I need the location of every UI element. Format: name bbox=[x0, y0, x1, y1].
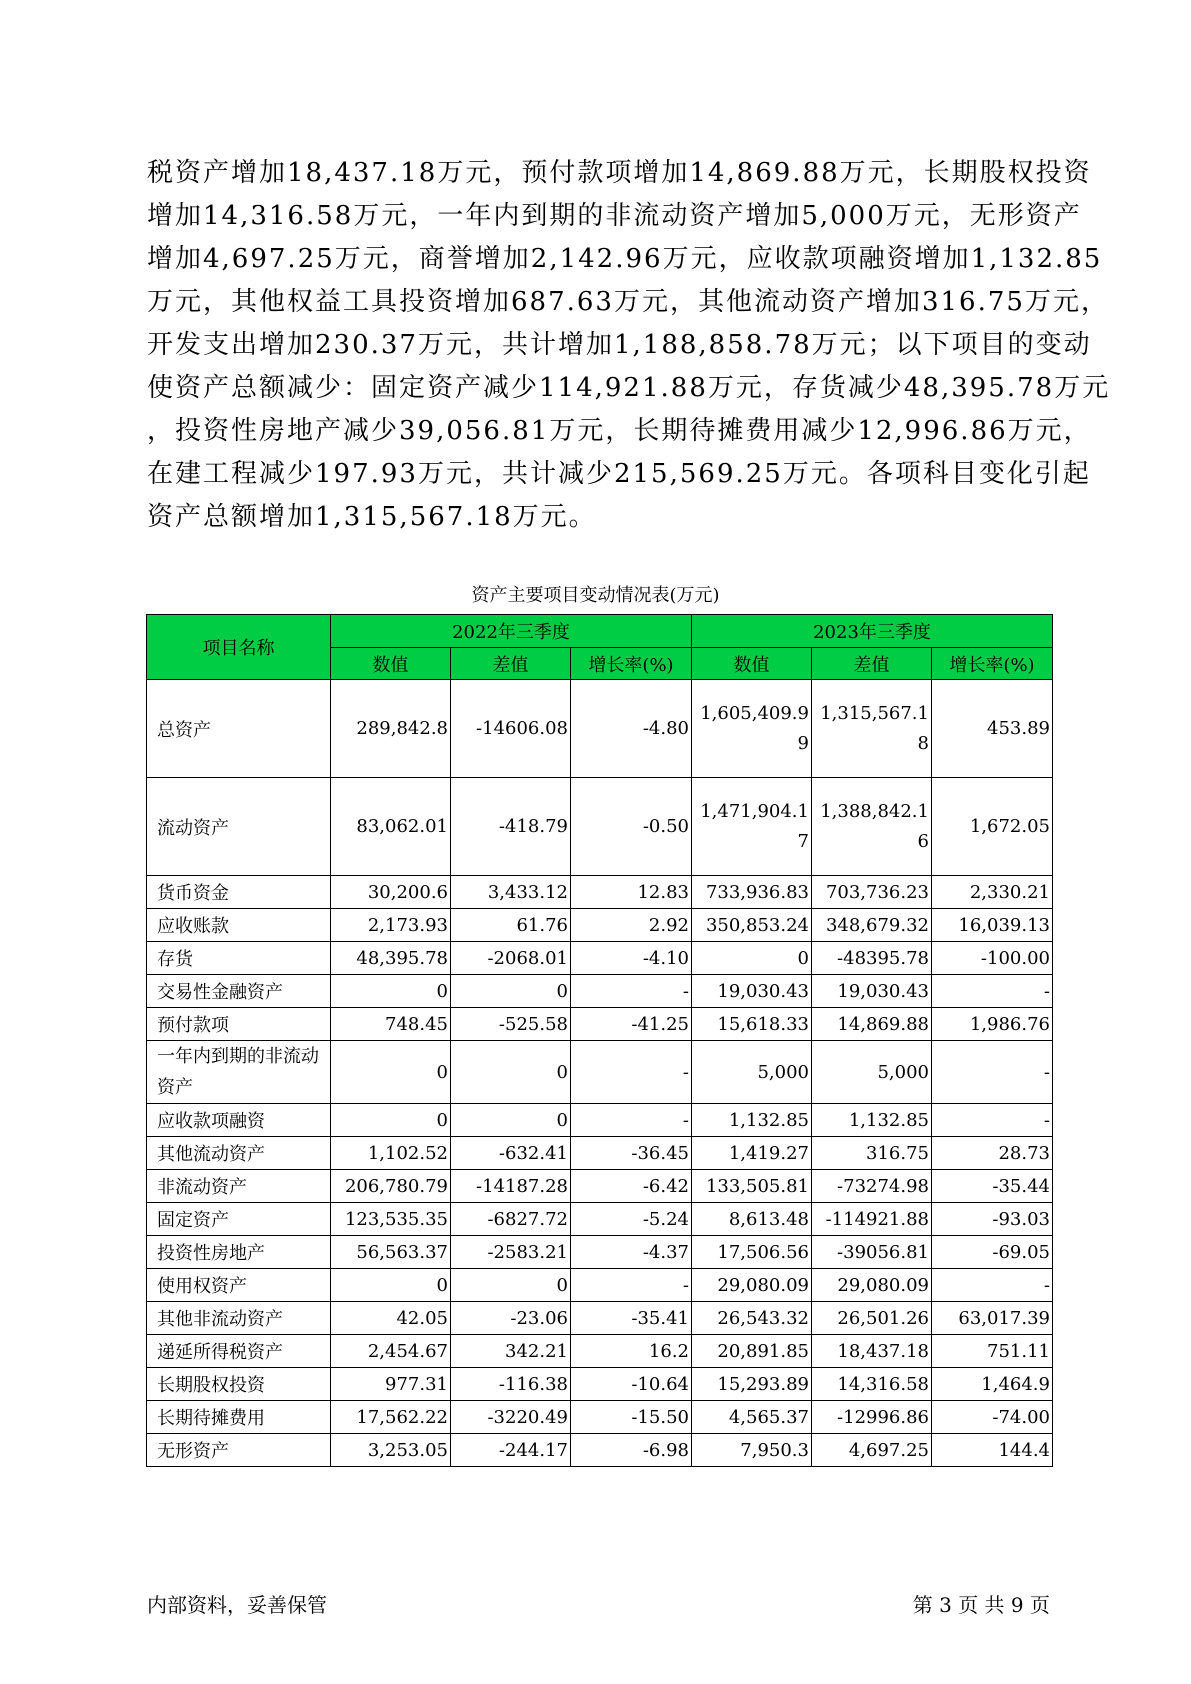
cell-value-2023: 4,565.37 bbox=[692, 1401, 812, 1434]
paragraph-line: 使资产总额减少：固定资产减少114,921.88万元，存货减少48,395.78万元 bbox=[147, 373, 1111, 403]
cell-item-name: 一年内到期的非流动资产 bbox=[147, 1041, 331, 1104]
cell-rate-2022: - bbox=[571, 1041, 692, 1104]
cell-value-2023: 15,618.33 bbox=[692, 1008, 812, 1041]
cell-diff-2022: -116.38 bbox=[451, 1368, 571, 1401]
paragraph-line: ，投资性房地产减少39,056.81万元，长期待摊费用减少12,996.86万元， bbox=[147, 416, 1092, 446]
cell-item-name: 使用权资产 bbox=[147, 1269, 331, 1302]
cell-value-2022: 17,562.22 bbox=[331, 1401, 451, 1434]
cell-diff-2022: -244.17 bbox=[451, 1434, 571, 1467]
cell-value-2023: 1,605,409.99 bbox=[692, 680, 812, 778]
cell-rate-2023: 28.73 bbox=[932, 1137, 1053, 1170]
table-row bbox=[147, 975, 1053, 1008]
cell-diff-2023: 703,736.23 bbox=[812, 876, 932, 909]
cell-value-2023: 1,471,904.17 bbox=[692, 778, 812, 876]
table-row bbox=[147, 1104, 1053, 1137]
cell-rate-2022: 2.92 bbox=[571, 909, 692, 942]
cell-diff-2022: -632.41 bbox=[451, 1137, 571, 1170]
cell-rate-2023: 751.11 bbox=[932, 1335, 1053, 1368]
cell-diff-2023: -39056.81 bbox=[812, 1236, 932, 1269]
header-rate-2022: 增长率(%) bbox=[571, 648, 692, 680]
cell-diff-2023: 18,437.18 bbox=[812, 1335, 932, 1368]
table-row bbox=[147, 942, 1053, 975]
cell-value-2022: 123,535.35 bbox=[331, 1203, 451, 1236]
cell-rate-2023: 1,464.9 bbox=[932, 1368, 1053, 1401]
cell-rate-2023: 16,039.13 bbox=[932, 909, 1053, 942]
cell-rate-2023: 144.4 bbox=[932, 1434, 1053, 1467]
cell-value-2022: 748.45 bbox=[331, 1008, 451, 1041]
cell-item-name: 预付款项 bbox=[147, 1008, 331, 1041]
body-paragraph bbox=[147, 152, 1111, 539]
cell-rate-2023: 453.89 bbox=[932, 680, 1053, 778]
cell-diff-2022: 0 bbox=[451, 1269, 571, 1302]
cell-value-2023: 133,505.81 bbox=[692, 1170, 812, 1203]
cell-item-name: 总资产 bbox=[147, 680, 331, 778]
cell-diff-2022: -14187.28 bbox=[451, 1170, 571, 1203]
cell-item-name: 应收款项融资 bbox=[147, 1104, 331, 1137]
cell-rate-2023: 1,986.76 bbox=[932, 1008, 1053, 1041]
cell-rate-2022: -35.41 bbox=[571, 1302, 692, 1335]
cell-item-name: 递延所得税资产 bbox=[147, 1335, 331, 1368]
header-period-2023: 2023年三季度 bbox=[692, 615, 1053, 648]
table-row bbox=[147, 1236, 1053, 1269]
table-row bbox=[147, 680, 1053, 778]
cell-diff-2023: 19,030.43 bbox=[812, 975, 932, 1008]
cell-item-name: 其他非流动资产 bbox=[147, 1302, 331, 1335]
cell-value-2023: 15,293.89 bbox=[692, 1368, 812, 1401]
paragraph-line: 增加14,316.58万元，一年内到期的非流动资产增加5,000万元，无形资产 bbox=[147, 201, 1082, 231]
cell-rate-2023: - bbox=[932, 1269, 1053, 1302]
paragraph-line: 税资产增加18,437.18万元，预付款项增加14,869.88万元，长期股权投资 bbox=[147, 158, 1092, 188]
cell-value-2023: 20,891.85 bbox=[692, 1335, 812, 1368]
cell-rate-2022: -41.25 bbox=[571, 1008, 692, 1041]
footer-note: 内部资料，妥善保管 bbox=[147, 1593, 327, 1617]
cell-rate-2022: -4.80 bbox=[571, 680, 692, 778]
table-row bbox=[147, 1368, 1053, 1401]
header-item-name: 项目名称 bbox=[147, 615, 331, 680]
cell-diff-2022: -14606.08 bbox=[451, 680, 571, 778]
table-row bbox=[147, 1302, 1053, 1335]
cell-diff-2022: 0 bbox=[451, 1041, 571, 1104]
cell-value-2022: 30,200.6 bbox=[331, 876, 451, 909]
table-row bbox=[147, 1335, 1053, 1368]
table-row bbox=[147, 1137, 1053, 1170]
cell-diff-2023: 5,000 bbox=[812, 1041, 932, 1104]
cell-diff-2023: -12996.86 bbox=[812, 1401, 932, 1434]
table-caption: 资产主要项目变动情况表(万元) bbox=[471, 585, 720, 606]
cell-rate-2022: 16.2 bbox=[571, 1335, 692, 1368]
cell-diff-2022: 3,433.12 bbox=[451, 876, 571, 909]
cell-diff-2023: -73274.98 bbox=[812, 1170, 932, 1203]
header-diff-2023: 差值 bbox=[812, 648, 932, 680]
cell-rate-2022: -4.10 bbox=[571, 942, 692, 975]
cell-value-2023: 29,080.09 bbox=[692, 1269, 812, 1302]
table-body bbox=[147, 680, 1053, 1467]
cell-rate-2022: 12.83 bbox=[571, 876, 692, 909]
cell-diff-2022: 61.76 bbox=[451, 909, 571, 942]
cell-value-2022: 0 bbox=[331, 1041, 451, 1104]
cell-value-2022: 206,780.79 bbox=[331, 1170, 451, 1203]
cell-diff-2022: -23.06 bbox=[451, 1302, 571, 1335]
cell-value-2023: 350,853.24 bbox=[692, 909, 812, 942]
table-row bbox=[147, 1008, 1053, 1041]
cell-rate-2023: - bbox=[932, 975, 1053, 1008]
cell-item-name: 长期股权投资 bbox=[147, 1368, 331, 1401]
cell-rate-2022: -0.50 bbox=[571, 778, 692, 876]
cell-value-2023: 733,936.83 bbox=[692, 876, 812, 909]
cell-value-2023: 1,419.27 bbox=[692, 1137, 812, 1170]
cell-value-2022: 0 bbox=[331, 1104, 451, 1137]
cell-diff-2023: 26,501.26 bbox=[812, 1302, 932, 1335]
cell-rate-2022: -4.37 bbox=[571, 1236, 692, 1269]
paragraph-line: 增加4,697.25万元，商誉增加2,142.96万元，应收款项融资增加1,132.85 bbox=[147, 244, 1103, 274]
cell-rate-2023: - bbox=[932, 1104, 1053, 1137]
cell-value-2022: 83,062.01 bbox=[331, 778, 451, 876]
cell-value-2023: 26,543.32 bbox=[692, 1302, 812, 1335]
cell-value-2023: 8,613.48 bbox=[692, 1203, 812, 1236]
cell-rate-2023: -35.44 bbox=[932, 1170, 1053, 1203]
cell-item-name: 其他流动资产 bbox=[147, 1137, 331, 1170]
cell-rate-2022: -36.45 bbox=[571, 1137, 692, 1170]
cell-rate-2023: -69.05 bbox=[932, 1236, 1053, 1269]
cell-diff-2022: -6827.72 bbox=[451, 1203, 571, 1236]
cell-diff-2022: 342.21 bbox=[451, 1335, 571, 1368]
header-diff-2022: 差值 bbox=[451, 648, 571, 680]
cell-value-2022: 0 bbox=[331, 1269, 451, 1302]
table-row bbox=[147, 909, 1053, 942]
cell-rate-2022: - bbox=[571, 1104, 692, 1137]
cell-diff-2023: 316.75 bbox=[812, 1137, 932, 1170]
cell-diff-2022: -2068.01 bbox=[451, 942, 571, 975]
cell-value-2023: 1,132.85 bbox=[692, 1104, 812, 1137]
cell-item-name: 应收账款 bbox=[147, 909, 331, 942]
cell-rate-2022: -15.50 bbox=[571, 1401, 692, 1434]
table-row bbox=[147, 1170, 1053, 1203]
paragraph-line: 万元，其他权益工具投资增加687.63万元，其他流动资产增加316.75万元， bbox=[147, 287, 1109, 317]
paragraph-line: 在建工程减少197.93万元，共计减少215,569.25万元。各项科目变化引起 bbox=[147, 459, 1091, 489]
cell-diff-2023: 348,679.32 bbox=[812, 909, 932, 942]
cell-item-name: 非流动资产 bbox=[147, 1170, 331, 1203]
cell-value-2023: 7,950.3 bbox=[692, 1434, 812, 1467]
cell-rate-2023: 63,017.39 bbox=[932, 1302, 1053, 1335]
cell-diff-2023: -48395.78 bbox=[812, 942, 932, 975]
cell-value-2022: 289,842.8 bbox=[331, 680, 451, 778]
paragraph-line: 资产总额增加1,315,567.18万元。 bbox=[147, 502, 597, 532]
cell-item-name: 固定资产 bbox=[147, 1203, 331, 1236]
cell-value-2023: 19,030.43 bbox=[692, 975, 812, 1008]
cell-value-2022: 2,173.93 bbox=[331, 909, 451, 942]
cell-diff-2022: 0 bbox=[451, 975, 571, 1008]
cell-rate-2023: - bbox=[932, 1041, 1053, 1104]
cell-value-2022: 2,454.67 bbox=[331, 1335, 451, 1368]
asset-change-table bbox=[146, 614, 1053, 1467]
table-row bbox=[147, 1041, 1053, 1104]
cell-item-name: 货币资金 bbox=[147, 876, 331, 909]
header-value-2022: 数值 bbox=[331, 648, 451, 680]
cell-diff-2023: 14,316.58 bbox=[812, 1368, 932, 1401]
cell-item-name: 投资性房地产 bbox=[147, 1236, 331, 1269]
page-number: 第 3 页 共 9 页 bbox=[912, 1593, 1050, 1617]
cell-diff-2023: 1,315,567.18 bbox=[812, 680, 932, 778]
header-value-2023: 数值 bbox=[692, 648, 812, 680]
cell-item-name: 长期待摊费用 bbox=[147, 1401, 331, 1434]
header-period-2022: 2022年三季度 bbox=[331, 615, 692, 648]
cell-diff-2022: 0 bbox=[451, 1104, 571, 1137]
cell-diff-2023: 1,388,842.16 bbox=[812, 778, 932, 876]
cell-value-2022: 48,395.78 bbox=[331, 942, 451, 975]
cell-value-2022: 0 bbox=[331, 975, 451, 1008]
cell-value-2022: 1,102.52 bbox=[331, 1137, 451, 1170]
cell-value-2022: 3,253.05 bbox=[331, 1434, 451, 1467]
cell-value-2023: 0 bbox=[692, 942, 812, 975]
table-row bbox=[147, 876, 1053, 909]
cell-rate-2022: -6.98 bbox=[571, 1434, 692, 1467]
cell-rate-2023: -100.00 bbox=[932, 942, 1053, 975]
cell-item-name: 流动资产 bbox=[147, 778, 331, 876]
cell-diff-2023: -114921.88 bbox=[812, 1203, 932, 1236]
cell-value-2023: 5,000 bbox=[692, 1041, 812, 1104]
table-row bbox=[147, 1269, 1053, 1302]
cell-item-name: 无形资产 bbox=[147, 1434, 331, 1467]
table-row bbox=[147, 1401, 1053, 1434]
cell-rate-2023: -74.00 bbox=[932, 1401, 1053, 1434]
cell-item-name: 存货 bbox=[147, 942, 331, 975]
cell-rate-2022: -5.24 bbox=[571, 1203, 692, 1236]
cell-rate-2023: -93.03 bbox=[932, 1203, 1053, 1236]
cell-diff-2022: -2583.21 bbox=[451, 1236, 571, 1269]
paragraph-line: 开发支出增加230.37万元，共计增加1,188,858.78万元；以下项目的变动 bbox=[147, 330, 1092, 360]
table-row bbox=[147, 778, 1053, 876]
cell-diff-2023: 14,869.88 bbox=[812, 1008, 932, 1041]
cell-rate-2023: 2,330.21 bbox=[932, 876, 1053, 909]
cell-diff-2023: 29,080.09 bbox=[812, 1269, 932, 1302]
cell-item-name: 交易性金融资产 bbox=[147, 975, 331, 1008]
table-row bbox=[147, 1203, 1053, 1236]
cell-diff-2022: -3220.49 bbox=[451, 1401, 571, 1434]
cell-value-2023: 17,506.56 bbox=[692, 1236, 812, 1269]
cell-diff-2022: -418.79 bbox=[451, 778, 571, 876]
cell-diff-2022: -525.58 bbox=[451, 1008, 571, 1041]
cell-diff-2023: 1,132.85 bbox=[812, 1104, 932, 1137]
cell-rate-2022: -6.42 bbox=[571, 1170, 692, 1203]
cell-rate-2023: 1,672.05 bbox=[932, 778, 1053, 876]
table-row bbox=[147, 1434, 1053, 1467]
cell-diff-2023: 4,697.25 bbox=[812, 1434, 932, 1467]
cell-value-2022: 56,563.37 bbox=[331, 1236, 451, 1269]
cell-rate-2022: -10.64 bbox=[571, 1368, 692, 1401]
cell-value-2022: 42.05 bbox=[331, 1302, 451, 1335]
cell-value-2022: 977.31 bbox=[331, 1368, 451, 1401]
cell-rate-2022: - bbox=[571, 975, 692, 1008]
cell-rate-2022: - bbox=[571, 1269, 692, 1302]
header-rate-2023: 增长率(%) bbox=[932, 648, 1053, 680]
